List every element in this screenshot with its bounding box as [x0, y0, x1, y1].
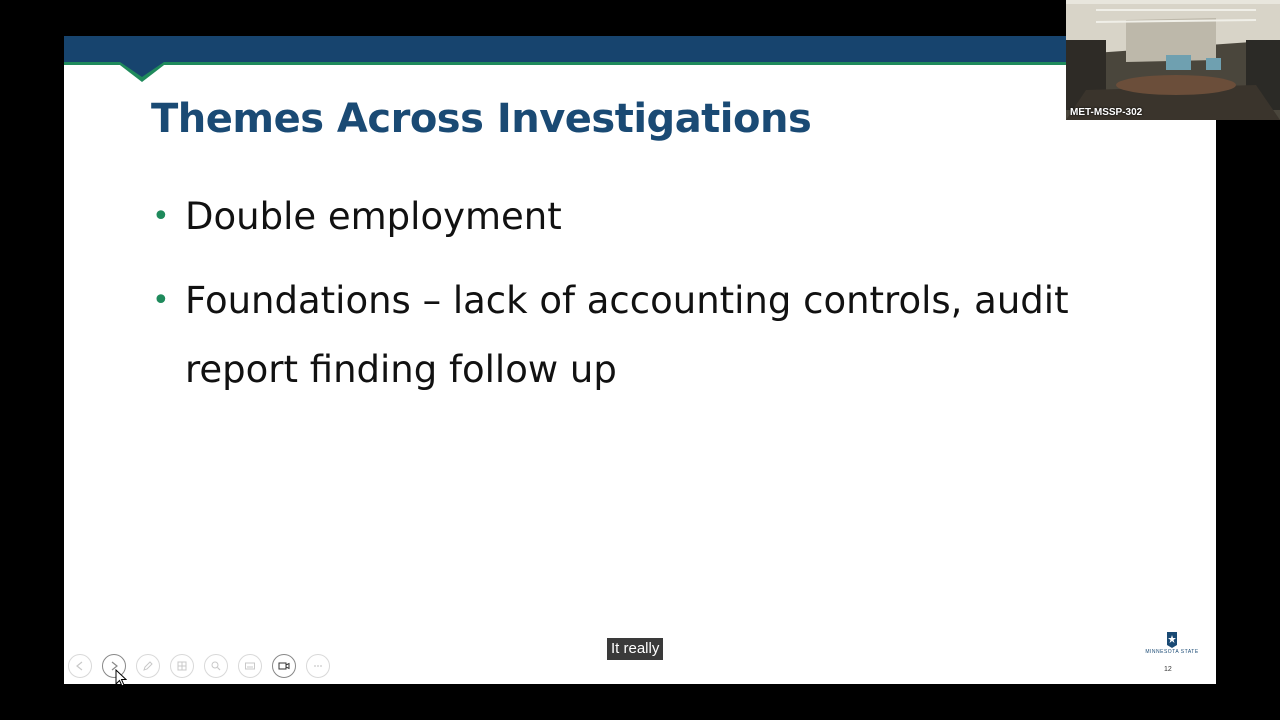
live-caption: It really: [607, 638, 663, 660]
mouse-pointer-icon: [115, 669, 127, 687]
bullet-text: Double employment: [185, 195, 562, 238]
bullet-item: [152, 266, 1152, 406]
zoom-icon: [210, 660, 222, 672]
bullet-marker: •: [152, 283, 170, 318]
previous-slide-button[interactable]: [68, 654, 92, 678]
subtitles-icon: [244, 660, 256, 672]
conference-room-video-feed: [1066, 0, 1280, 120]
north-star-logo-icon: [1167, 632, 1177, 648]
video-camera-button[interactable]: [272, 654, 296, 678]
more-options-icon: [312, 660, 324, 672]
more-options-button[interactable]: [306, 654, 330, 678]
slide-header-accent-line: [64, 62, 1216, 65]
participant-name-label: MET-MSSP-302: [1070, 107, 1143, 118]
previous-arrow-icon: [74, 660, 86, 672]
subtitles-button[interactable]: [238, 654, 262, 678]
zoom-button[interactable]: [204, 654, 228, 678]
header-chevron-inner: [120, 62, 164, 77]
slide-number: 12: [1164, 666, 1172, 673]
presentation-toolbar: [68, 654, 330, 678]
see-all-slides-button[interactable]: [170, 654, 194, 678]
bullet-item: [152, 182, 1152, 252]
slide-title: Themes Across Investigations: [151, 96, 812, 142]
logo-wordmark: MINNESOTA STATE: [1145, 649, 1199, 655]
slide-header-bar: [64, 36, 1216, 62]
bullet-text: Foundations – lack of accounting controls, audit report finding follow up: [185, 279, 1069, 391]
pen-tool-button[interactable]: [136, 654, 160, 678]
pen-icon: [142, 660, 154, 672]
video-camera-icon: [278, 660, 290, 672]
presentation-slide[interactable]: [64, 36, 1216, 684]
all-slides-icon: [176, 660, 188, 672]
minnesota-state-logo: [1132, 632, 1212, 676]
participant-video-thumbnail[interactable]: [1066, 0, 1280, 120]
bullet-marker: •: [152, 199, 170, 234]
